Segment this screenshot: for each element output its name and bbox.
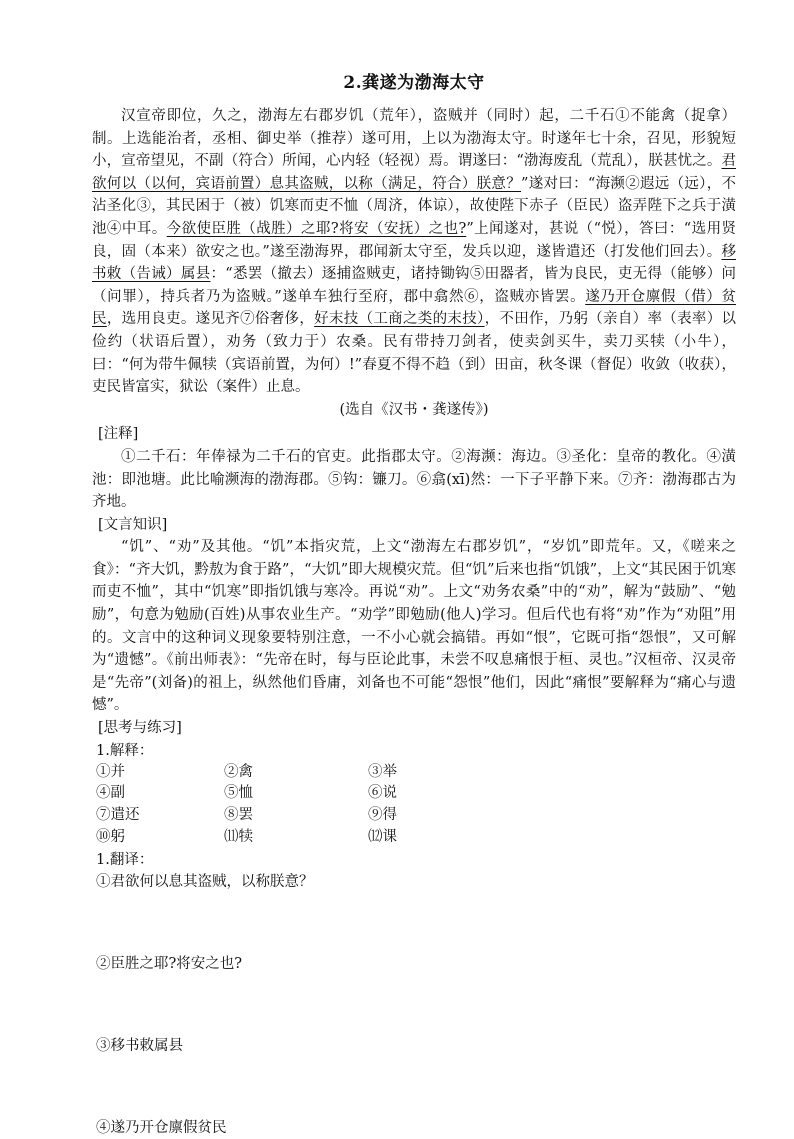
translation-question-4: ④遂乃开仓廪假贫民 (96, 1119, 227, 1136)
main-text-segment: ”上闻遂对，甚说（“悦），答曰：“选用贤良，固（本来）欲安之也。”遂至渤海界，郡闻新太守至，发兵以迎，遂皆遣还（打发他们回去）。 (92, 220, 736, 260)
explain-item: ⑿课 (368, 829, 397, 846)
translation-question-2: ②臣胜之耶?将安之也? (96, 955, 243, 972)
answer-space (92, 1057, 736, 1117)
translation-question-1: ①君欲何以息其盗贼，以称朕意？ (96, 873, 314, 890)
main-text-segment: ，选用良吏。遂见齐⑦俗奢侈， (106, 311, 315, 328)
explain-item: ⑩躬 (96, 829, 125, 846)
knowledge-label: [文言知识] (98, 516, 168, 533)
underlined-sentence-1: 君欲何以（以何，宾语前置）息其盗贼，以称（满足，符合）朕意？ (92, 153, 736, 192)
underlined-sentence-5: 好末技（工商之类的末技） (314, 311, 485, 328)
exercise-explain-title: 1.解释： (96, 742, 154, 759)
explain-item: ①并 (96, 763, 125, 780)
main-text-segment: 汉宣帝即位，久之，渤海左右郡岁饥（荒年），盗贼并（同时）起，二千石①不能禽（捉拿）制。上选能治者，丞相、御史举（推荐）遂可用，上以为渤海太守。时遂年七十余，召见，形貌短小，宣帝望见，不副（符合）所闻，心内轻（轻视）焉。谓遂曰：“渤海废乱（荒乱），朕甚忧之。 (92, 108, 736, 170)
document-page (92, 62, 736, 1139)
explain-items-grid (96, 762, 736, 849)
exercise-translate-title: 1.翻译： (96, 851, 154, 868)
answer-space (92, 893, 736, 953)
translation-question-3: ③移书敕属县 (96, 1037, 183, 1054)
explain-item: ⑥说 (368, 785, 397, 802)
source-citation: (选自《汉书・龚遂传》) (339, 401, 489, 418)
exercises-label: [思考与练习] (98, 720, 182, 737)
notes-label: [注释] (98, 426, 139, 443)
answer-space (92, 975, 736, 1035)
explain-item: ④副 (96, 785, 125, 802)
explain-item: ⑧罢 (224, 807, 253, 824)
main-text-segment: ”遂对曰：“海濒②遐远（远），不沾圣化③，其民困于（被）饥寒而吏不恤（周济，体谅），故使陛下赤子（臣民）盗弄陛下之兵于潢池④中耳。 (92, 175, 736, 237)
explain-item: ⑦遣还 (96, 807, 140, 824)
explain-item: ⑤恤 (224, 785, 253, 802)
explain-item: ②禽 (224, 763, 253, 780)
main-text-segment: ，不田作，乃躬（亲自）率（表率）以俭约（状语后置），劝务（致力于）农桑。民有带持刀剑者，使卖剑买牛，卖刀买犊（小牛），曰：“何为带牛佩犊（宾语前置，为何）!”春夏不得不趋（到）田亩，秋冬课（督促）收敛（收获），吏民皆富实，狱讼（案件）止息。 (92, 311, 737, 396)
explain-item: ③举 (368, 763, 397, 780)
main-text (92, 105, 736, 399)
knowledge-text: “饥”、“劝”及其他。“饥”本指灾荒，上文“渤海左右郡岁饥”，“岁饥”即荒年。又，《嗟来之食》：“齐大饥，黔敖为食于路”，“大饥”即大规模灾荒。但“饥”后来也指“饥饿”，上文“其民困于饥寒而吏不恤”，其中“饥寒”即指饥饿与寒冷。再说“劝”。上文“劝务农桑”中的“劝”，解为“鼓励”、“勉励”，句意为勉励(百姓)从事农业生产。“劝学”即勉励(他人)学习。但后代也有将“劝”作为“劝阻”用的。文言中的这种词义现象要特别注意，一不小心就会搞错。再如“恨”，它既可指“怨恨”，又可解为“遗憾”。《前出师表》：“先帝在时，每与臣论此事，未尝不叹息痛恨于桓、灵也。”汉桓帝、汉灵帝是“先帝”(刘备)的祖上，纵然他们昏庸，刘备也不可能“怨恨”他们，因此“痛恨”要解释为“痛心与遗憾”。 (92, 539, 736, 714)
explain-item: ⑾犊 (224, 829, 253, 846)
page-title: 2.龚遂为渤海太守 (343, 73, 485, 93)
underlined-sentence-3: 移书敕（告诫）属县 (92, 243, 736, 283)
underlined-sentence-4: 遂乃开仓廪假（借）贫民 (92, 288, 736, 328)
main-text-segment: ：“悉罢（撤去）逐捕盗贼吏，诸持锄钩⑤田器者，皆为良民，吏无得（能够）问（问罪），持兵者乃为盗贼。”遂单车独行至府，郡中翕然⑥，盗贼亦皆罢。 (92, 266, 736, 305)
explain-item: ⑨得 (368, 807, 397, 824)
underlined-sentence-2: 今欲使臣胜（战胜）之耶?将安（安抚）之也? (166, 220, 467, 237)
notes-text: ①二千石：年俸禄为二千石的官吏。此指郡太守。②海濒：海边。③圣化：皇帝的教化。④潢池：即池塘。此比喻濒海的渤海郡。⑤钩：镰刀。⑥翕(xī)然：一下子平静下来。⑦齐：渤海郡古为齐地。 (92, 448, 736, 511)
